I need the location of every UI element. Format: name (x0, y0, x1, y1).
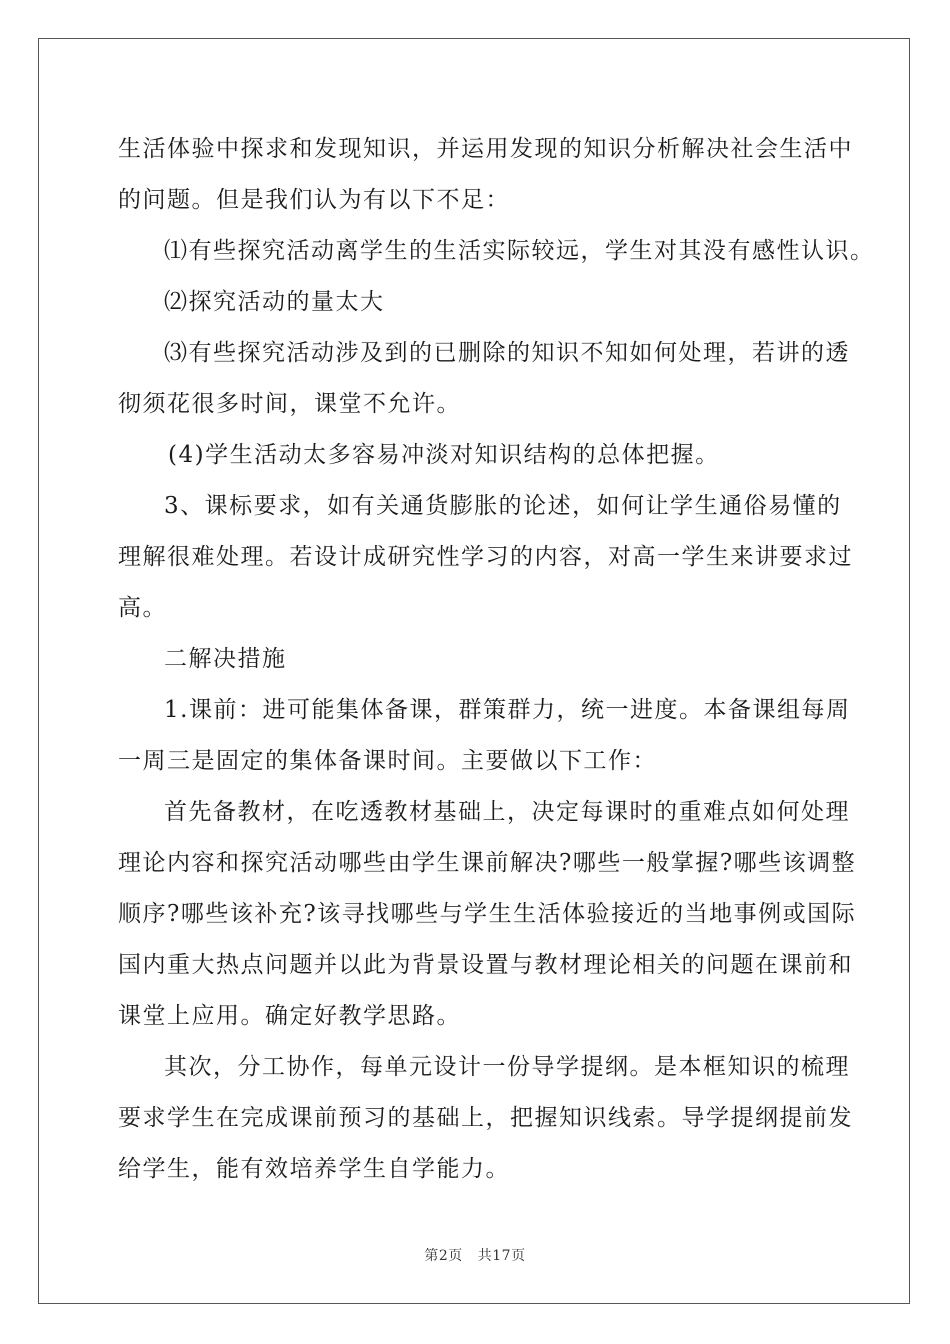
page-total: 共17页 (477, 1248, 526, 1264)
text-line: 的问题。但是我们认为有以下不足： (118, 187, 510, 213)
text-line: 一周三是固定的集体备课时间。主要做以下工作： (118, 748, 657, 774)
section-heading: 二解决措施 (164, 646, 287, 672)
page-footer (0, 1245, 950, 1265)
text-line: 要求学生在完成课前预习的基础上，把握知识线索。导学提纲提前发 (118, 1105, 853, 1131)
text-line: 彻须花很多时间，课堂不允许。 (118, 391, 461, 417)
text-line: 给学生，能有效培养学生自学能力。 (118, 1156, 510, 1182)
text-line: 课堂上应用。确定好教学思路。 (118, 1003, 461, 1029)
text-line: 3、课标要求，如有关通货膨胀的论述，如何让学生通俗易懂的 (164, 493, 842, 519)
text-line: 其次，分工协作，每单元设计一份导学提纲。是本框知识的梳理 (164, 1054, 850, 1080)
text-line: 顺序?哪些该补充?该寻找哪些与学生生活体验接近的当地事例或国际 (118, 901, 857, 927)
text-line: 理解很难处理。若设计成研究性学习的内容，对高一学生来讲要求过 (118, 544, 853, 570)
text-line: 理论内容和探究活动哪些由学生课前解决?哪些一般掌握?哪些该调整 (118, 850, 857, 876)
text-line: 1.课前：进可能集体备课，群策群力，统一进度。本备课组每周 (164, 697, 851, 723)
text-line: 首先备教材，在吃透教材基础上，决定每课时的重难点如何处理 (164, 799, 850, 825)
text-line: 生活体验中探求和发现知识，并运用发现的知识分析解决社会生活中 (118, 136, 853, 162)
document-body (118, 124, 875, 1195)
text-line: ⑶有些探究活动涉及到的已删除的知识不知如何处理，若讲的透 (164, 340, 850, 366)
page-number: 第2页 (424, 1248, 463, 1264)
text-line: 国内重大热点问题并以此为背景设置与教材理论相关的问题在课前和 (118, 952, 853, 978)
text-line: (4)学生活动太多容易冲淡对知识结构的总体把握。 (168, 442, 720, 468)
text-line: ⑵探究活动的量太大 (164, 289, 385, 315)
text-line: 高。 (118, 595, 167, 621)
text-line: ⑴有些探究活动离学生的生活实际较远，学生对其没有感性认识。 (164, 238, 875, 264)
